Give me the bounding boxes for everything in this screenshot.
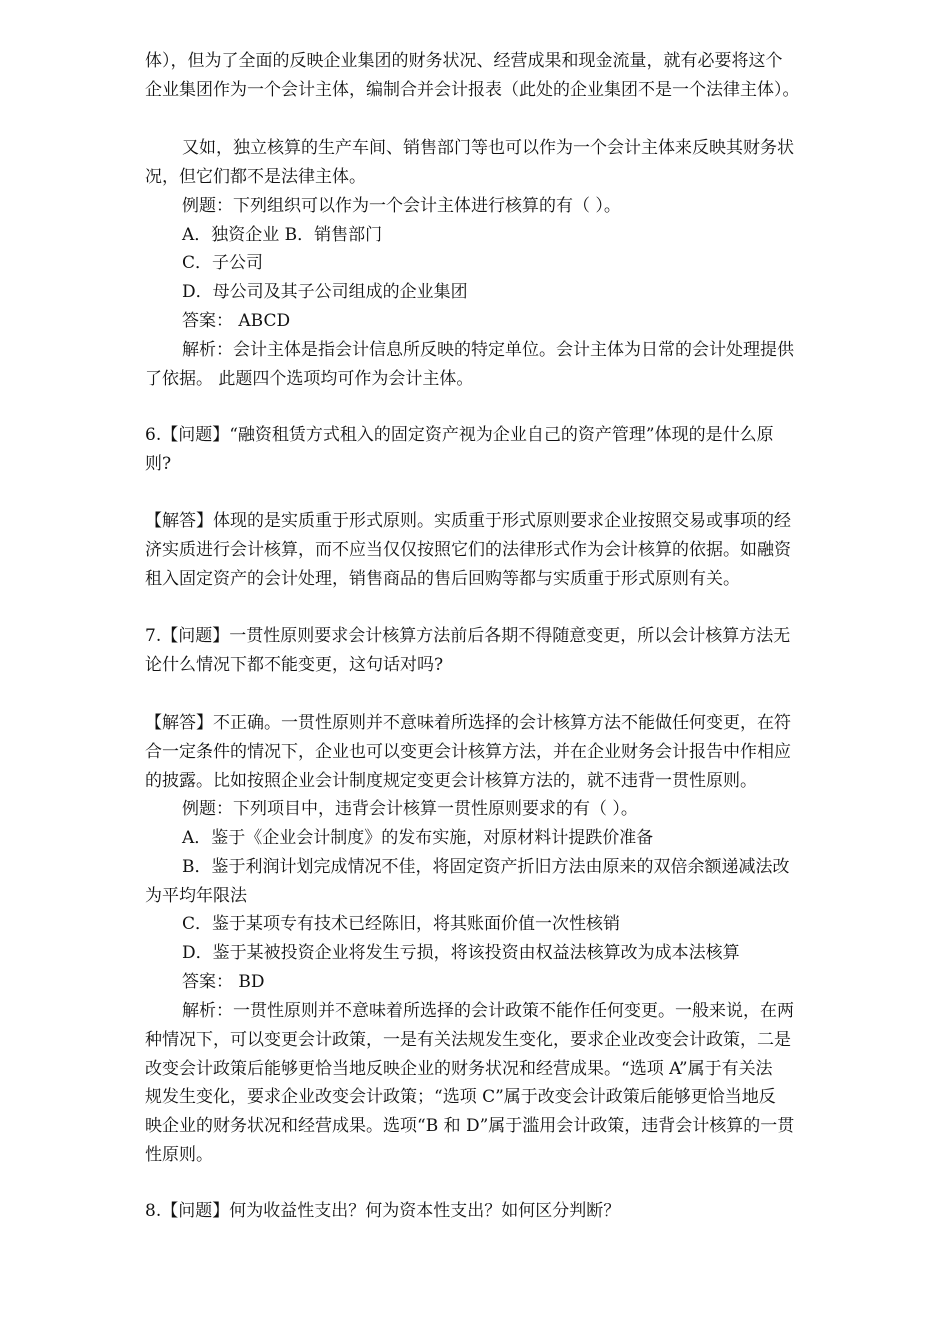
option-line: 为平均年限法 — [145, 886, 247, 906]
option-line: C．子公司 — [182, 253, 264, 273]
question-heading: 论什么情况下都不能变更，这句话对吗? — [145, 655, 444, 675]
answer-paragraph: 【解答】不正确。一贯性原则并不意味着所选择的会计核算方法不能做任何变更，在符 — [145, 713, 791, 733]
analysis-line: 种情况下，可以变更会计政策，一是有关法规发生变化，要求企业改变会计政策，二是 — [145, 1030, 791, 1050]
text-line: 体），但为了全面的反映企业集团的财务状况、经营成果和现金流量，就有必要将这个 — [145, 51, 783, 71]
option-line: D．鉴于某被投资企业将发生亏损，将该投资由权益法核算改为成本法核算 — [182, 943, 740, 963]
analysis-line: 映企业的财务状况和经营成果。选项“B 和 D”属于滥用会计政策，违背会计核算的一贯 — [145, 1116, 795, 1136]
option-line: D．母公司及其子公司组成的企业集团 — [182, 282, 468, 302]
option-line: B．鉴于利润计划完成情况不佳，将固定资产折旧方法由原来的双倍余额递减法改 — [182, 857, 790, 877]
option-line: C．鉴于某项专有技术已经陈旧，将其账面价值一次性核销 — [182, 914, 621, 934]
answer-paragraph: 合一定条件的情况下，企业也可以变更会计核算方法，并在企业财务会计报告中作相应 — [145, 742, 791, 762]
answer-paragraph: 【解答】体现的是实质重于形式原则。实质重于形式原则要求企业按照交易或事项的经 — [145, 511, 791, 531]
question-heading: 7.【问题】一贯性原则要求会计核算方法前后各期不得随意变更，所以会计核算方法无 — [145, 626, 791, 646]
option-line: A．独资企业 B．销售部门 — [182, 225, 383, 245]
analysis-line: 解析：会计主体是指会计信息所反映的特定单位。会计主体为日常的会计处理提供 — [182, 340, 794, 360]
example-question: 例题：下列项目中，违背会计核算一贯性原则要求的有（ ）。 — [182, 799, 638, 819]
analysis-line: 规发生变化，要求企业改变会计政策；“选项 C”属于改变会计政策后能够更恰当地反 — [145, 1087, 776, 1107]
analysis-line: 性原则。 — [145, 1145, 213, 1165]
example-question: 例题：下列组织可以作为一个会计主体进行核算的有（ ）。 — [182, 196, 621, 216]
analysis-line: 解析：一贯性原则并不意味着所选择的会计政策不能作任何变更。一般来说，在两 — [182, 1001, 794, 1021]
question-heading: 8.【问题】何为收益性支出？何为资本性支出？如何区分判断？ — [145, 1201, 621, 1221]
answer-paragraph: 济实质进行会计核算，而不应当仅仅按照它们的法律形式作为会计核算的依据。如融资 — [145, 540, 791, 560]
answer-paragraph: 租入固定资产的会计处理，销售商品的售后回购等都与实质重于形式原则有关。 — [145, 569, 740, 589]
analysis-line: 改变会计政策后能够更恰当地反映企业的财务状况和经营成果。“选项 A”属于有关法 — [145, 1059, 773, 1079]
question-heading: 6.【问题】“融资租赁方式租入的固定资产视为企业自己的资产管理”体现的是什么原 — [145, 425, 774, 445]
answer-line: 答案： BD — [182, 972, 265, 992]
text-line: 企业集团作为一个会计主体，编制合并会计报表（此处的企业集团不是一个法律主体）。 — [145, 80, 800, 100]
question-heading: 则? — [145, 454, 172, 474]
answer-paragraph: 的披露。比如按照企业会计制度规定变更会计核算方法的，就不违背一贯性原则。 — [145, 771, 757, 791]
analysis-line: 了依据。 此题四个选项均可作为会计主体。 — [145, 369, 474, 389]
option-line: A．鉴于《企业会计制度》的发布实施，对原材料计提跌价准备 — [182, 828, 654, 848]
text-line: 况，但它们都不是法律主体。 — [145, 167, 366, 187]
answer-line: 答案： ABCD — [182, 311, 291, 331]
text-line: 又如，独立核算的生产车间、销售部门等也可以作为一个会计主体来反映其财务状 — [182, 138, 794, 158]
